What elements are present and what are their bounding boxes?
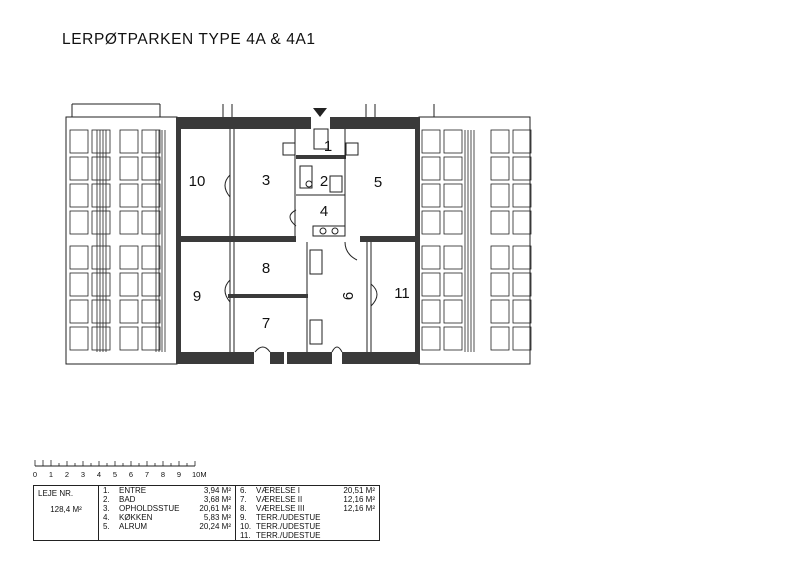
room-number: 5 <box>373 174 383 191</box>
lease-label: LEJE NR. <box>38 489 74 498</box>
window-pane <box>142 327 160 350</box>
room-row: 9. TERR./UDESTUE <box>240 513 321 522</box>
window-pane <box>422 327 440 350</box>
window-pane <box>92 130 110 153</box>
room-row: 5. ALRUM 20,24 M² <box>103 522 231 531</box>
window-pane <box>120 157 138 180</box>
room-number: 2 <box>319 173 329 190</box>
window-pane <box>491 300 509 323</box>
scale-tick-label: 6 <box>128 470 134 479</box>
scale-tick-label: 5 <box>112 470 118 479</box>
window-pane <box>444 300 462 323</box>
window-pane <box>444 184 462 207</box>
window-pane <box>422 273 440 296</box>
window-pane <box>444 327 462 350</box>
window-pane <box>491 327 509 350</box>
window-pane <box>491 157 509 180</box>
scale-tick-label: 9 <box>176 470 182 479</box>
window-pane <box>92 184 110 207</box>
room-row: 11. TERR./UDESTUE <box>240 531 321 540</box>
room-number: 8 <box>261 260 271 277</box>
room-number: 1 <box>323 138 333 155</box>
window-pane <box>70 211 88 234</box>
window-pane <box>444 211 462 234</box>
area-schedule <box>33 485 380 541</box>
window-pane <box>142 157 160 180</box>
scale-tick-label: 7 <box>144 470 150 479</box>
room-number: 6 <box>340 291 357 301</box>
entrance-arrow-icon <box>313 108 327 117</box>
window-pane <box>70 184 88 207</box>
lease-area: 128,4 M² <box>50 505 82 514</box>
lease-cell <box>34 486 99 541</box>
room-number: 11 <box>394 285 410 302</box>
room-row: 8. VÆRELSE III 12,16 M² <box>240 504 375 513</box>
scale-tick-label: 1 <box>48 470 54 479</box>
window-pane <box>92 157 110 180</box>
window-pane <box>422 246 440 269</box>
window-pane <box>92 327 110 350</box>
room-row: 3. OPHOLDSSTUE 20,61 M² <box>103 504 231 513</box>
scale-tick-label: 4 <box>96 470 102 479</box>
window-pane <box>142 184 160 207</box>
window-pane <box>513 273 531 296</box>
window-pane <box>491 273 509 296</box>
window-pane <box>513 246 531 269</box>
window-pane <box>70 157 88 180</box>
window-pane <box>422 130 440 153</box>
window-pane <box>491 246 509 269</box>
window-pane <box>491 211 509 234</box>
window-pane <box>120 130 138 153</box>
window-pane <box>70 327 88 350</box>
window-pane <box>142 246 160 269</box>
room-number: 7 <box>261 315 271 332</box>
window-pane <box>92 273 110 296</box>
room-row: 2. BAD 3,68 M² <box>103 495 231 504</box>
rooms-column-left <box>99 486 236 541</box>
room-row: 7. VÆRELSE II 12,16 M² <box>240 495 375 504</box>
window-pane <box>92 211 110 234</box>
window-pane <box>513 157 531 180</box>
window-pane <box>444 157 462 180</box>
window-pane <box>513 327 531 350</box>
room-row: 1. ENTRE 3,94 M² <box>103 486 231 495</box>
scale-tick-label: 0 <box>32 470 38 479</box>
scale-bar <box>33 460 207 479</box>
window-pane <box>513 130 531 153</box>
window-pane <box>92 300 110 323</box>
window-pane <box>120 300 138 323</box>
window-pane <box>142 130 160 153</box>
window-pane <box>422 211 440 234</box>
window-pane <box>444 246 462 269</box>
window-pane <box>513 184 531 207</box>
window-pane <box>120 327 138 350</box>
window-pane <box>120 211 138 234</box>
room-row: 4. KØKKEN 5,83 M² <box>103 513 231 522</box>
room-row: 6. VÆRELSE I 20,51 M² <box>240 486 375 495</box>
window-pane <box>142 300 160 323</box>
window-pane <box>70 246 88 269</box>
window-pane <box>444 273 462 296</box>
window-pane <box>120 246 138 269</box>
room-number: 4 <box>319 203 329 220</box>
scale-tick-label: 10M <box>192 470 207 479</box>
window-pane <box>422 157 440 180</box>
room-number: 10 <box>188 173 206 190</box>
room-number: 9 <box>192 288 202 305</box>
window-pane <box>422 184 440 207</box>
room-numbers <box>189 138 410 332</box>
window-pane <box>491 184 509 207</box>
walls <box>176 117 420 364</box>
room-row: 10. TERR./UDESTUE <box>240 522 321 531</box>
glazing-grid <box>70 130 531 352</box>
window-pane <box>120 184 138 207</box>
window-pane <box>142 211 160 234</box>
scale-tick-label: 3 <box>80 470 86 479</box>
window-pane <box>422 300 440 323</box>
window-pane <box>491 130 509 153</box>
plan-title: LERPØTPARKEN TYPE 4A & 4A1 <box>62 31 316 48</box>
rooms-column-right <box>236 486 380 541</box>
window-pane <box>142 273 160 296</box>
window-pane <box>444 130 462 153</box>
window-pane <box>70 273 88 296</box>
scale-tick-label: 8 <box>160 470 166 479</box>
window-pane <box>70 130 88 153</box>
window-pane <box>70 300 88 323</box>
window-pane <box>92 246 110 269</box>
window-pane <box>120 273 138 296</box>
scale-tick-label: 2 <box>64 470 70 479</box>
window-pane <box>513 300 531 323</box>
room-number: 3 <box>261 172 271 189</box>
window-pane <box>513 211 531 234</box>
